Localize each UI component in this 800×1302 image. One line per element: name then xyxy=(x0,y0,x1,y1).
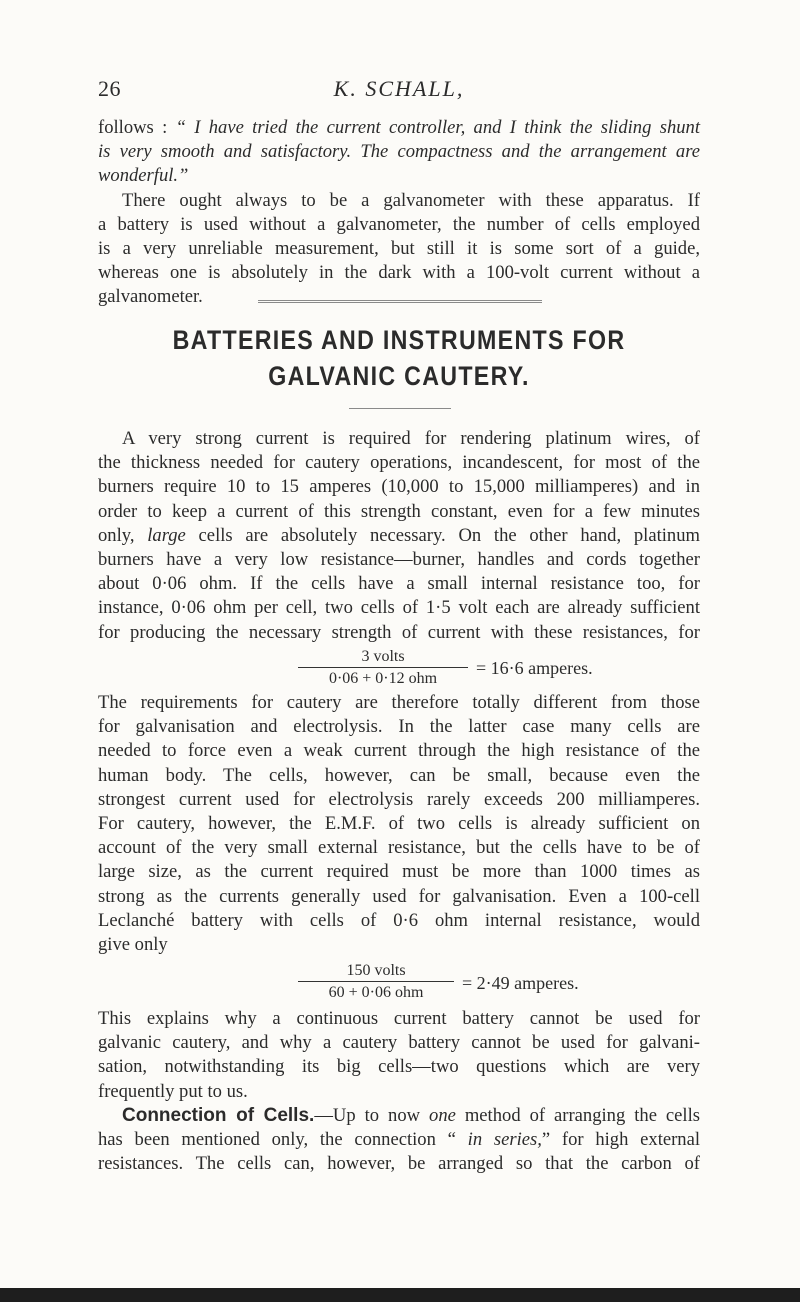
text-line: follows : “ I have tried the current controller, and I think the sliding shunt xyxy=(98,117,700,138)
text-line: strongest current used for electrolysis rarely exceeds 200 milliamperes. xyxy=(98,788,700,810)
text-line: galvanometer. xyxy=(98,286,203,308)
text-line: human body. The cells, however, can be small, because even the xyxy=(98,764,700,786)
text-line: order to keep a current of this strength constant, even for a few minutes xyxy=(98,500,700,522)
explanation-paragraph xyxy=(98,1007,700,1104)
text-line: account of the very small external resistance, but the cells have to be of xyxy=(98,837,700,859)
intro-paragraph xyxy=(98,116,700,189)
text-line: is a very unreliable measurement, but still it is some sort of a guide, xyxy=(98,238,700,259)
text-line: instance, 0·06 ohm per cell, two cells of 1·5 volt each are already sufficient xyxy=(98,597,700,619)
text-line: Connection of Cells.—Up to now one method of arranging the cells xyxy=(122,1105,700,1126)
text-line: Leclanché battery with cells of 0·6 ohm internal resistance, would xyxy=(98,909,700,931)
section-heading-line-1: BATTERIES AND INSTRUMENTS FOR xyxy=(172,325,626,355)
connection-of-cells-paragraph xyxy=(98,1104,700,1177)
running-head: K. SCHALL, xyxy=(333,76,465,101)
text-line: A very strong current is required for rendering platinum wires, of xyxy=(122,428,700,449)
text-line: For cautery, however, the E.M.F. of two cells is already sufficient on xyxy=(98,813,700,835)
text-line: a battery is used without a galvanometer, the number of cells employed xyxy=(98,213,700,235)
formula-1-denominator: 0·06 + 0·12 ohm xyxy=(328,670,438,687)
heading-rule-top xyxy=(258,300,542,301)
formula-2-denominator: 60 + 0·06 ohm xyxy=(328,984,424,1001)
formula-1-fraction xyxy=(298,647,468,690)
heading-rule-top-2 xyxy=(258,302,542,303)
text-line: resistances. The cells can, however, be arranged so that the carbon of xyxy=(98,1153,700,1175)
heading-rule-bottom xyxy=(349,408,451,409)
formula-1-result: = 16·6 amperes. xyxy=(476,658,593,678)
text-line: large size, as the current required must be more than 1000 times as xyxy=(98,861,700,883)
text-line: There ought always to be a galvanometer with these apparatus. If xyxy=(122,189,700,211)
text-line: needed to force even a weak current through the high resistance of the xyxy=(98,740,700,762)
formula-2-numerator: 150 volts xyxy=(346,962,406,979)
current-requirements-paragraph xyxy=(98,427,700,645)
page-number: 26 xyxy=(98,76,121,101)
text-line: galvanic cautery, and why a cautery battery cannot be used for galvani- xyxy=(98,1032,700,1054)
text-line: whereas one is absolutely in the dark with a 100-volt current without a xyxy=(98,262,700,284)
formula-1-numerator: 3 volts xyxy=(361,648,405,665)
text-line: wonderful.” xyxy=(98,165,189,187)
cautery-vs-galvanisation-paragraph xyxy=(98,691,700,957)
formula-2-result: = 2·49 amperes. xyxy=(462,973,579,993)
text-line: only, large cells are absolutely necessary. On the other hand, platinum xyxy=(98,524,700,546)
text-line: is very smooth and satisfactory. The compactness and the arrangement are xyxy=(98,141,700,163)
text-line: sation, notwithstanding its big cells—two questions which are very xyxy=(98,1056,700,1078)
subheading-connection-of-cells: Connection of Cells. xyxy=(122,1105,315,1126)
page-bottom-edge xyxy=(0,1288,800,1302)
section-heading-line-2: GALVANIC CAUTERY. xyxy=(268,361,530,391)
page-header xyxy=(98,76,700,106)
text-line: about 0·06 ohm. If the cells have a small internal resistance too, for xyxy=(98,573,700,595)
text-line: has been mentioned only, the connection “ in series,” for high external xyxy=(98,1129,701,1151)
text-line: the thickness needed for cautery operations, incandescent, for most of the xyxy=(98,452,700,474)
text-line: burners have a very low resistance—burner, handles and cords together xyxy=(98,549,700,571)
text-line: strong as the currents generally used for galvanisation. Even a 100-cell xyxy=(98,885,700,907)
text-line: give only xyxy=(98,934,168,956)
text-line: for producing the necessary strength of current with these resistances, for xyxy=(98,621,700,643)
text-line: frequently put to us. xyxy=(98,1080,248,1102)
text-line: This explains why a continuous current battery cannot be used for xyxy=(98,1008,700,1029)
text-line: burners require 10 to 15 amperes (10,000 to 15,000 milliamperes) and in xyxy=(98,476,700,498)
text-line: for galvanisation and electrolysis. In the latter case many cells are xyxy=(98,716,700,738)
galvanometer-paragraph xyxy=(98,189,700,310)
text-line: The requirements for cautery are therefore totally different from those xyxy=(98,692,700,713)
formula-2-fraction xyxy=(298,961,454,1004)
